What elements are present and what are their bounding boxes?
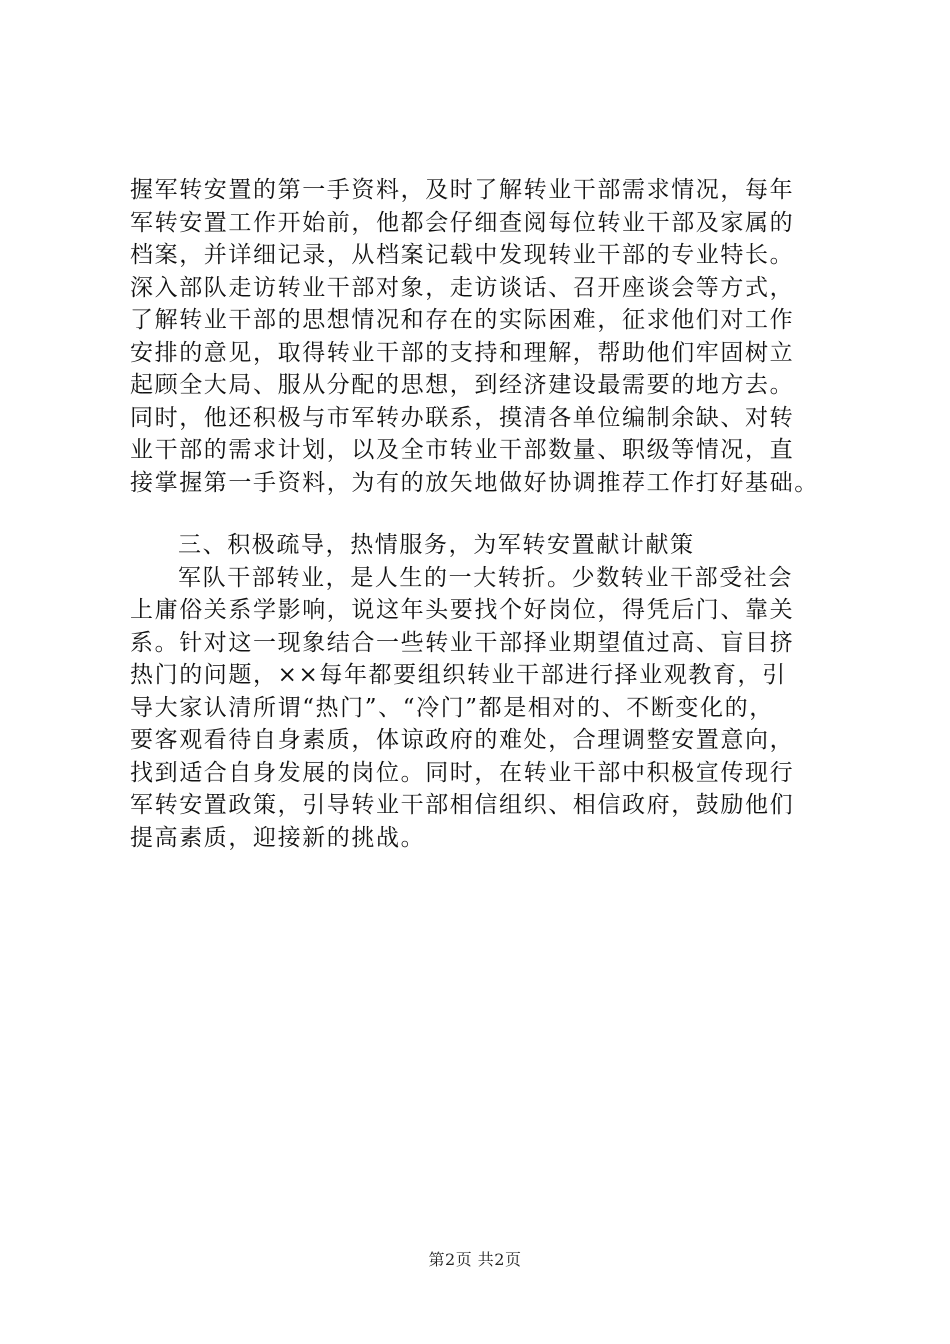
text-line: 军转安置工作开始前，他都会仔细查阅每位转业干部及家属的 — [130, 209, 795, 236]
text-line: 接掌握第一手资料，为有的放矢地做好协调推荐工作打好基础。 — [130, 469, 819, 496]
text-line: 找到适合自身发展的岗位。同时，在转业干部中积极宣传现行 — [130, 759, 795, 786]
text-line: 导大家认清所谓“热门”、“冷门”都是相对的、不断变化的， — [130, 694, 774, 721]
paragraph-2 — [130, 562, 850, 855]
text-line: 了解转业干部的思想情况和存在的实际困难，征求他们对工作 — [130, 307, 795, 333]
document-body — [130, 174, 850, 854]
text-line: 系。针对这一现象结合一些转业干部择业期望值过高、盲目挤 — [130, 629, 795, 656]
text-line: 军队干部转业，是人生的一大转折。少数转业干部受社会 — [178, 564, 793, 591]
text-line: 热门的问题，××每年都要组织转业干部进行择业观教育，引 — [130, 662, 787, 688]
text-line: 军转安置政策，引导转业干部相信组织、相信政府，鼓励他们 — [130, 792, 795, 818]
paragraph-spacer — [130, 499, 850, 529]
paragraph-1 — [130, 174, 850, 499]
text-line: 深入部队走访转业干部对象，走访谈话、召开座谈会等方式， — [130, 274, 795, 301]
text-line: 提高素质，迎接新的挑战。 — [130, 824, 426, 851]
text-line: 安排的意见，取得转业干部的支持和理解，帮助他们牢固树立 — [130, 339, 795, 366]
text-line: 业干部的需求计划，以及全市转业干部数量、职级等情况，直 — [130, 437, 795, 463]
text-line: 档案，并详细记录，从档案记载中发现转业干部的专业特长。 — [130, 242, 795, 268]
text-line: 上庸俗关系学影响，说这年头要找个好岗位，得凭后门、靠关 — [130, 597, 795, 623]
page-footer: 第2页 共2页 — [428, 1250, 522, 1269]
section-heading: 三、积极疏导，热情服务，为军转安置献计献策 — [178, 532, 695, 558]
text-line: 起顾全大局、服从分配的思想，到经济建设最需要的地方去。 — [130, 372, 795, 398]
text-line: 同时，他还积极与市军转办联系，摸清各单位编制余缺、对转 — [130, 404, 795, 431]
text-line: 要客观看待自身素质，体谅政府的难处，合理调整安置意向， — [130, 727, 795, 753]
text-line: 握军转安置的第一手资料，及时了解转业干部需求情况，每年 — [130, 177, 795, 203]
